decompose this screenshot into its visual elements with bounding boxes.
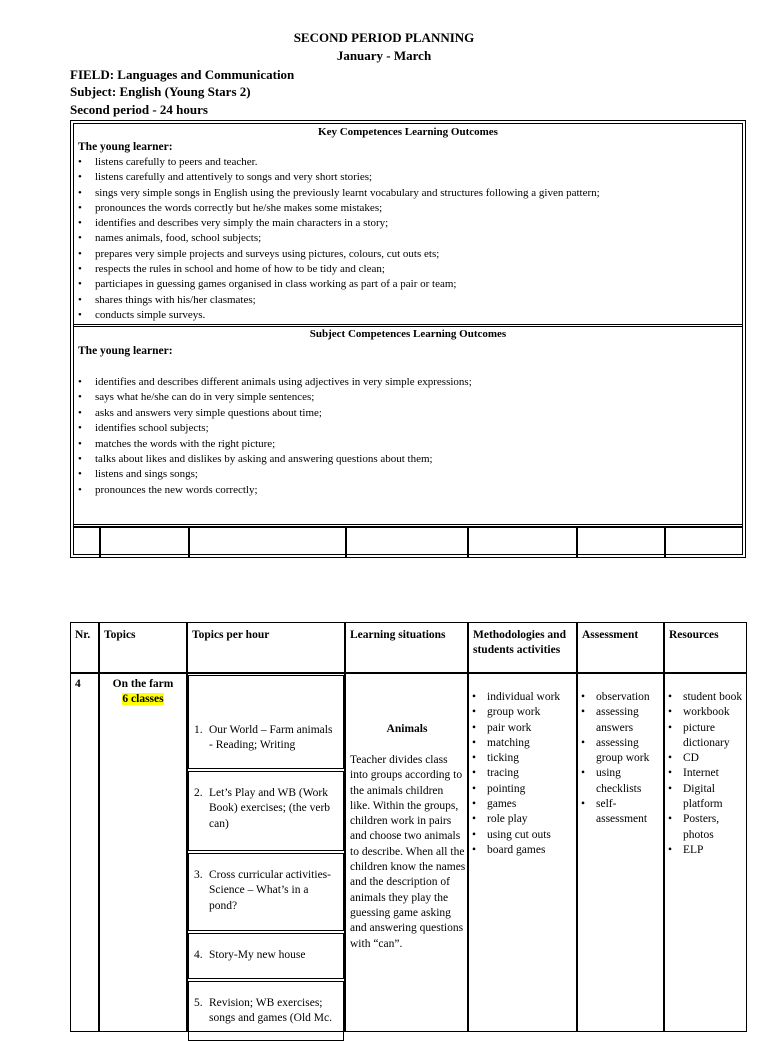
- list-item: • individual work: [470, 690, 574, 705]
- list-item: • group work: [470, 705, 574, 720]
- key-competences-list: [74, 155, 600, 323]
- header-learning-situations: Learning situations: [350, 629, 446, 641]
- list-item: • using checklists: [579, 766, 661, 797]
- subject-competences-list: [74, 375, 472, 498]
- header-topics: Topics: [104, 629, 136, 641]
- subject-line: Subject: English (Young Stars 2): [70, 84, 251, 99]
- header-nr: Nr.: [75, 629, 91, 641]
- period-line: Second period - 24 hours: [70, 102, 208, 117]
- topic-number: 3.: [194, 869, 203, 881]
- topic-number: 1.: [194, 724, 203, 736]
- list-item: • using cut outs: [470, 828, 574, 843]
- methodologies-list: [470, 690, 574, 858]
- list-item: • prepares very simple projects and surveys using pictures, colours, cut outs ets;: [74, 247, 600, 262]
- list-item: • respects the rules in school and home of how to be tidy and clean;: [74, 262, 600, 277]
- grid-divider: [99, 528, 101, 558]
- list-item: • identifies and describes different animals using adjectives in very simple expressions;: [74, 375, 472, 390]
- list-item: • assessing group work: [579, 736, 661, 767]
- list-item: • matching: [470, 736, 574, 751]
- list-item: • Posters, photos: [666, 812, 746, 843]
- list-item: • self-assessment: [579, 797, 661, 828]
- column-divider: [344, 623, 346, 1031]
- list-item: • names animals, food, school subjects;: [74, 231, 600, 246]
- key-learner-label: The young learner:: [78, 141, 173, 153]
- row-number: 4: [75, 678, 81, 690]
- header-methodologies: Methodologies and students activities: [473, 629, 566, 656]
- list-item: • Digital platform: [666, 782, 746, 813]
- assessment-list: [579, 690, 661, 828]
- grid-divider: [664, 528, 666, 558]
- list-item: • ticking: [470, 751, 574, 766]
- topic-hour-1: [188, 675, 344, 769]
- situation-text: Teacher divides class into groups according to the animals children like. Within the groups, children work in pairs and choose two animals to describe. When all the children know the names and the description of animals they play the guessing game asking and answering questions with “can”.: [350, 754, 466, 950]
- list-item: • assessing answers: [579, 705, 661, 736]
- topic-number: 5.: [194, 997, 203, 1009]
- list-item: • board games: [470, 843, 574, 858]
- resources-list: [666, 690, 746, 858]
- list-item: • ELP: [666, 843, 746, 858]
- list-item: • student book: [666, 690, 746, 705]
- subject-learner-label: The young learner:: [78, 345, 173, 357]
- topic-hour-3: [188, 853, 344, 931]
- topic-text: Story-My new house: [209, 949, 306, 961]
- topic-text: Let’s Play and WB (Work Book) exercises; (the verb can): [209, 787, 331, 830]
- list-item: • workbook: [666, 705, 746, 720]
- document-title: SECOND PERIOD PLANNING: [293, 30, 475, 45]
- subject-competences-heading: Subject Competences Learning Outcomes: [309, 328, 507, 340]
- list-item: • sings very simple songs in English using the previously learnt vocabulary and structures following a given pattern;: [74, 186, 600, 201]
- competences-inner-frame: [73, 123, 743, 555]
- grid-divider: [345, 528, 347, 558]
- topic-title: On the farm: [112, 678, 174, 690]
- column-divider: [467, 623, 469, 1031]
- grid-divider: [188, 528, 190, 558]
- list-item: • identifies school subjects;: [74, 421, 472, 436]
- list-item: • says what he/she can do in very simple sentences;: [74, 390, 472, 405]
- list-item: • pair work: [470, 721, 574, 736]
- key-competences-heading: Key Competences Learning Outcomes: [318, 126, 498, 138]
- header-divider: [71, 672, 746, 674]
- list-item: • matches the words with the right picture;: [74, 437, 472, 452]
- grid-divider: [467, 528, 469, 558]
- header-resources: Resources: [669, 629, 719, 641]
- topic-classes-highlight: 6 classes: [122, 693, 164, 705]
- list-item: • CD: [666, 751, 746, 766]
- situation-title: Animals: [386, 723, 428, 735]
- list-item: • Internet: [666, 766, 746, 781]
- list-item: • listens carefully and attentively to songs and very short stories;: [74, 170, 600, 185]
- list-item: • asks and answers very simple questions about time;: [74, 406, 472, 421]
- list-item: • shares things with his/her clasmates;: [74, 293, 600, 308]
- list-item: • particiapes in guessing games organised in class working as part of a pair or team;: [74, 277, 600, 292]
- column-divider: [663, 623, 665, 1031]
- section-divider: [74, 324, 742, 327]
- topic-classes: [100, 692, 186, 707]
- topic-number: 4.: [194, 949, 203, 961]
- list-item: • observation: [579, 690, 661, 705]
- topic-text: Revision; WB exercises; songs and games (Old Mc.: [209, 997, 332, 1025]
- topic-text: Our World – Farm animals - Reading; Writing: [209, 724, 333, 752]
- list-item: • talks about likes and dislikes by asking and answering questions about them;: [74, 452, 472, 467]
- list-item: • pointing: [470, 782, 574, 797]
- column-divider: [576, 623, 578, 1031]
- document-dates: January - March: [336, 48, 432, 63]
- list-item: • pronounces the words correctly but he/she makes some mistakes;: [74, 201, 600, 216]
- empty-grid-row: [74, 527, 742, 558]
- list-item: • identifies and describes very simply the main characters in a story;: [74, 216, 600, 231]
- list-item: • listens and sings songs;: [74, 467, 472, 482]
- topic-hour-5: [188, 981, 344, 1041]
- field-line: FIELD: Languages and Communication: [70, 67, 295, 82]
- planning-table: [70, 622, 747, 1032]
- list-item: • pronounces the new words correctly;: [74, 483, 472, 498]
- list-item: • picture dictionary: [666, 721, 746, 752]
- topic-number: 2.: [194, 787, 203, 799]
- list-item: • conducts simple surveys.: [74, 308, 600, 323]
- list-item: • listens carefully to peers and teacher.: [74, 155, 600, 170]
- topic-hour-4: [188, 933, 344, 979]
- topic-text: Cross curricular activities- Science – What’s in a pond?: [209, 869, 331, 912]
- list-item: • tracing: [470, 766, 574, 781]
- header-topics-per-hour: Topics per hour: [192, 629, 270, 641]
- list-item: • role play: [470, 812, 574, 827]
- competences-table: [70, 120, 746, 558]
- topic-hour-2: [188, 771, 344, 851]
- list-item: • games: [470, 797, 574, 812]
- header-assessment: Assessment: [582, 629, 639, 641]
- grid-divider: [576, 528, 578, 558]
